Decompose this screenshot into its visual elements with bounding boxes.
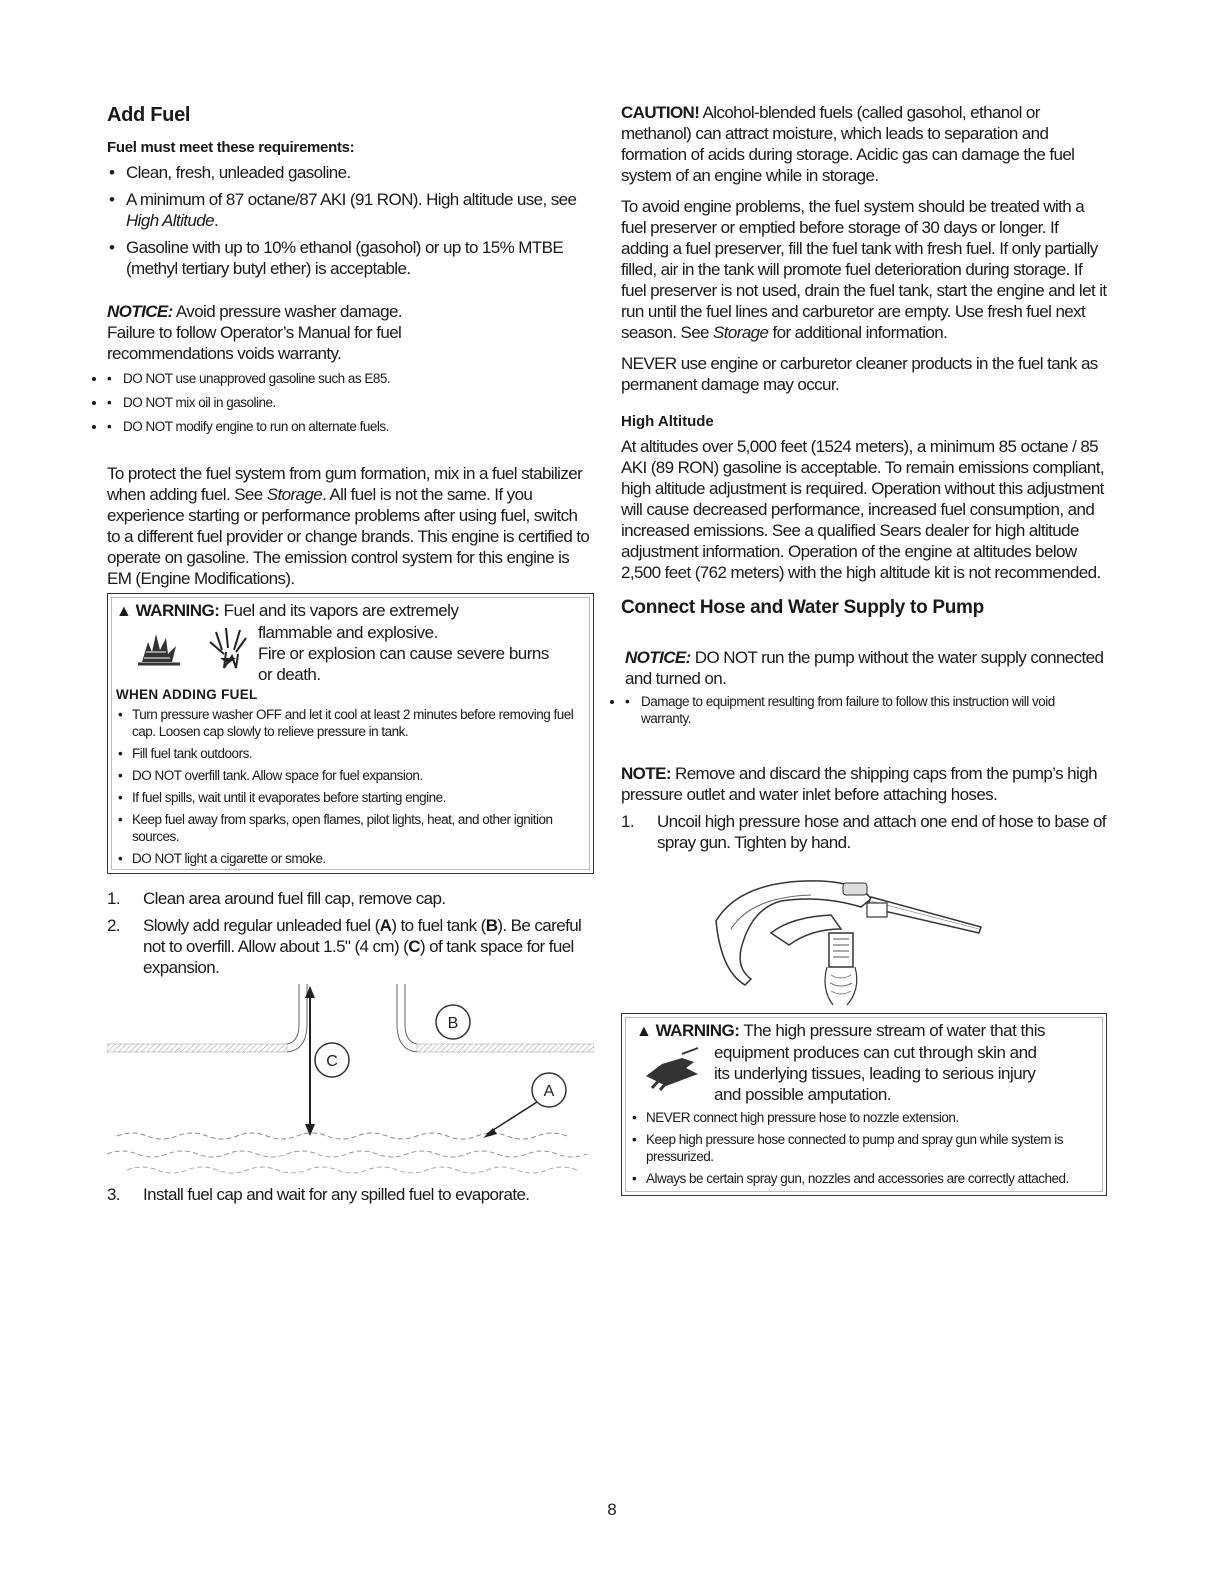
list-item: • NEVER connect high pressure hose to nozzle extension. xyxy=(630,1109,1098,1126)
list-item: • • DO NOT modify engine to run on alternate fuels. xyxy=(107,418,594,435)
label-c: C xyxy=(326,1053,338,1070)
list-item: • Gasoline with up to 10% ethanol (gasohol) or up to 15% MTBE (methyl tertiary butyl ether) is acceptable. xyxy=(107,237,594,279)
list-item: • Clean, fresh, unleaded gasoline. xyxy=(107,162,594,183)
page-number: 8 xyxy=(607,1500,617,1519)
spray-gun-illustration xyxy=(621,859,1107,1009)
pump-notice: NOTICE: DO NOT run the pump without the water supply connected and turned on. xyxy=(625,648,1104,688)
warning-header: ▲ WARNING: The high pressure stream of water that this xyxy=(636,1021,1045,1040)
list-item: 3. Install fuel cap and wait for any spilled fuel to evaporate. xyxy=(107,1185,530,1204)
when-adding-fuel-heading: WHEN ADDING FUEL xyxy=(116,687,258,702)
note-paragraph: NOTE: Remove and discard the shipping caps from the pump’s high pressure outlet and water inlet before attaching hoses. xyxy=(621,764,1097,804)
high-altitude-heading: High Altitude xyxy=(621,413,714,430)
never-paragraph: NEVER use engine or carburetor cleaner products in the fuel tank as permanent damage may occur. xyxy=(621,354,1098,394)
fuel-tank-diagram xyxy=(107,984,594,1174)
list-item: 1. Uncoil high pressure hose and attach one end of hose to base of spray gun. Tighten by hand. xyxy=(621,812,1106,852)
caution-label: CAUTION! xyxy=(621,103,700,122)
warning-label: WARNING: xyxy=(135,601,220,620)
label-a: A xyxy=(543,1083,555,1100)
explosion-fire-icon xyxy=(136,624,268,674)
hand-injury-icon xyxy=(642,1046,702,1096)
pressure-warning-box: ▲ WARNING: The high pressure stream of water that this equipment produces can cut through skin and its underlying tissues, leading to serious injury and possible amputation. • NEVER connect high pressure hose to nozzle extension. • Keep high pressure hose connected to pump and spray gun while system is pressurized. • Always be certain spray gun, nozzles and accessories are correctly attached. xyxy=(621,1013,1107,1196)
left-column xyxy=(107,100,594,1211)
requirements-list xyxy=(107,162,594,279)
hose-steps xyxy=(621,811,1107,853)
requirements-heading: Fuel must meet these requirements: xyxy=(107,139,355,156)
list-item: • • Damage to equipment resulting from failure to follow this instruction will void warranty. xyxy=(625,693,1107,727)
list-item: • Fill fuel tank outdoors. xyxy=(116,745,585,762)
warning-header: ▲ WARNING: Fuel and its vapors are extremely xyxy=(116,601,459,620)
notice-line: NOTICE: Avoid pressure washer damage. xyxy=(107,302,402,321)
notice-label: NOTICE: xyxy=(625,648,691,667)
notice-detail: Failure to follow Operator’s Manual for fuel recommendations voids warranty. xyxy=(107,323,402,363)
list-item: • • DO NOT use unapproved gasoline such as E85. xyxy=(107,370,594,387)
fuel-step-3 xyxy=(107,1184,594,1205)
protect-paragraph: To protect the fuel system from gum formation, mix in a fuel stabilizer when adding fuel. See Storage. All fuel is not the same. If you experience starting or performance problems after using fuel, switch to a different fuel provider or change brands. This engine is certified to operate on gasoline. The emission control system for this engine is EM (Engine Modifications). xyxy=(107,464,590,588)
list-item: • Turn pressure washer OFF and let it cool at least 2 minutes before removing fuel cap. Loosen cap slowly to relieve pressure in tank. xyxy=(116,706,585,740)
high-altitude-paragraph: At altitudes over 5,000 feet (1524 meters), a minimum 85 octane / 85 AKI (89 RON) gasoline is acceptable. To remain emissions compliant, high altitude adjustment is required. Operation without this adjustment will cause decreased performance, increased fuel consumption, and increased emissions. See a qualified Sears dealer for high altitude adjustment information. Operation of the engine at altitudes below 2,500 feet (762 meters) with the high altitude kit is not recommended. xyxy=(621,437,1104,582)
fuel-warning-box: ▲ WARNING: Fuel and its vapors are extremely flammable and explosive. Fire or explosion can cause severe burns or death. WHEN ADDING FUEL • Turn pressure washer OFF and let it cool at least 2 minutes before removing fuel cap. Loosen cap slowly to relieve pressure in tank. • Fill fuel tank outdoors. • DO NOT overfill tank. Allow space for fuel expansion. • If fuel spills, wait until it evaporates before starting engine. • Keep fuel away from sparks, open flames, pilot lights, heat, and other ignition sources. • DO NOT light a cigarette or smoke. xyxy=(107,593,594,874)
list-item: • If fuel spills, wait until it evaporates before starting engine. xyxy=(116,789,585,806)
fuel-warning-list xyxy=(116,706,585,867)
warning-label: WARNING: xyxy=(655,1021,740,1040)
pump-notice-list xyxy=(621,693,1107,727)
notice-list xyxy=(107,370,594,435)
warning-triangle-icon: ▲ xyxy=(636,1023,652,1040)
connect-hose-title: Connect Hose and Water Supply to Pump xyxy=(621,597,984,618)
add-fuel-title: Add Fuel xyxy=(107,104,191,126)
note-label: NOTE: xyxy=(621,764,671,783)
list-item: • Always be certain spray gun, nozzles and accessories are correctly attached. xyxy=(630,1170,1098,1187)
list-item: 1. Clean area around fuel fill cap, remove cap. xyxy=(107,889,446,908)
avoid-paragraph: To avoid engine problems, the fuel system should be treated with a fuel preserver or emptied before storage of 30 days or longer. If adding a fuel preserver, fill the fuel tank with fresh fuel. If only partially filled, air in the tank will promote fuel deterioration during storage. If fuel preserver is not used, drain the fuel tank, start the engine and let it run until the fuel lines and carburetor are empty. Use fresh fuel next season. See Storage for additional information. xyxy=(621,197,1107,342)
list-item: • DO NOT light a cigarette or smoke. xyxy=(116,850,585,867)
list-item: • • DO NOT mix oil in gasoline. xyxy=(107,394,594,411)
label-b: B xyxy=(447,1015,459,1032)
caution-paragraph: CAUTION! Alcohol-blended fuels (called gasohol, ethanol or methanol) can attract moisture, which leads to separation and formation of acids during storage. Acidic gas can damage the fuel system of an engine while in storage. xyxy=(621,103,1075,185)
notice-label: NOTICE: xyxy=(107,302,173,321)
right-column xyxy=(621,100,1107,1196)
list-item: • Keep high pressure hose connected to pump and spray gun while system is pressurized. xyxy=(630,1131,1098,1165)
list-item: • DO NOT overfill tank. Allow space for fuel expansion. xyxy=(116,767,585,784)
list-item: • A minimum of 87 octane/87 AKI (91 RON). High altitude use, see High Altitude. xyxy=(107,189,594,231)
fuel-steps xyxy=(107,888,594,978)
warning-triangle-icon: ▲ xyxy=(116,603,132,620)
list-item: • Keep fuel away from sparks, open flames, pilot lights, heat, and other ignition sources. xyxy=(116,811,585,845)
pressure-warning-list xyxy=(630,1109,1098,1187)
list-item: 2. Slowly add regular unleaded fuel (A) to fuel tank (B). Be careful not to overfill. Allow about 1.5" (4 cm) (C) of tank space for fuel expansion. xyxy=(107,916,582,977)
